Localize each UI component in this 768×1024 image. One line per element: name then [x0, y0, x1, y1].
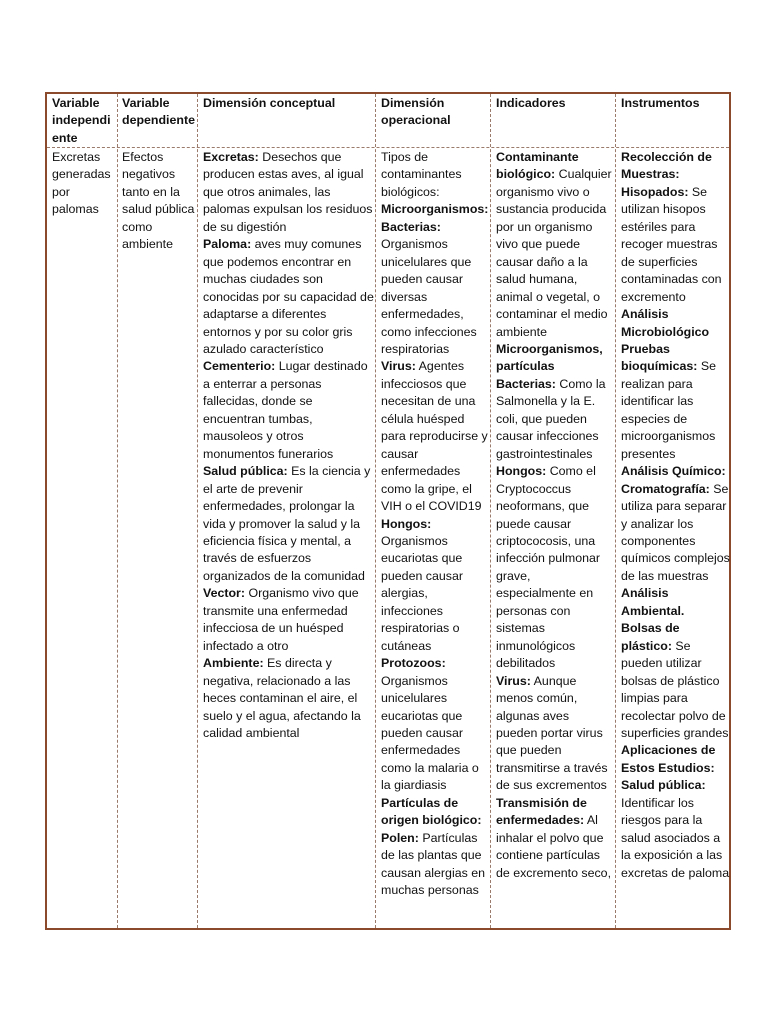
header-indicadores: Indicadores [496, 96, 566, 110]
indicator-text: Como la Salmonella y la E. coli, que pueden causar infecciones gastrointestinales [496, 376, 606, 461]
definition-term: Cementerio: [203, 359, 276, 374]
indicator-term: Bacterias: [496, 376, 556, 391]
indicator-text: Como el Cryptococcus neoformans, que puede causar criptococosis, una infección pulmonar grave, especialmente en personas con sistemas inmunológicos debilitados [496, 464, 601, 671]
column-divider [197, 94, 198, 928]
operational-term: Polen: [381, 830, 419, 845]
instrument-term: Análisis Químico: [621, 464, 726, 479]
instrument-text: Identificar los riesgos para la salud asociados a la exposición a las excretas de paloma [621, 795, 730, 880]
definition-entry [203, 358, 375, 463]
indicator-entry [496, 341, 613, 376]
definition-text: Lugar destinado a enterrar a personas fallecidas, donde se encuentran tumbas, mausoleos y otros monumentos funerarios [203, 359, 368, 461]
operational-term: Microorganismos: [381, 202, 489, 217]
operational-entry [381, 219, 489, 359]
operational-term: Bacterias: [381, 219, 441, 234]
operational-entry [381, 358, 489, 515]
column-divider [490, 94, 491, 928]
operational-text: Agentes infecciosos que necesitan de una célula huésped para reproducirse y causar enfermedades como la gripe, el VIH o el COVID19 [381, 359, 488, 514]
indicator-term: Microorganismos, partículas [496, 341, 603, 374]
definition-term: Excretas: [203, 150, 259, 164]
header-instrumentos: Instrumentos [621, 96, 700, 110]
definition-text: Es directa y negativa, relacionado a las heces contaminan el aire, el suelo y el agua, afectando la calidad ambiental [203, 656, 361, 740]
indicator-term: Virus: [496, 673, 531, 688]
definition-term: Salud pública: [203, 464, 288, 479]
operational-text: Partículas de las plantas que causan alergias en muchas personas [381, 830, 486, 898]
header-variable-independiente: Variable independiente [52, 96, 111, 145]
definition-term: Ambiente: [203, 656, 264, 671]
indicator-term: Transmisión de enfermedades: [496, 795, 587, 828]
instrument-text: Se pueden utilizar bolsas de plástico limpias para recolectar polvo de superficies grandes [621, 638, 729, 740]
instrument-entry [621, 306, 730, 341]
definition-term: Paloma: [203, 237, 252, 252]
instrument-entry [621, 184, 730, 306]
cell-instrumentos [621, 149, 730, 928]
instrument-term: Recolección de Muestras: [621, 150, 712, 182]
column-divider [117, 94, 118, 928]
instrument-entry [621, 777, 730, 882]
indicator-term: Hongos: [496, 464, 547, 479]
cell-variable-independiente: Excretas generadas por palomas [52, 150, 111, 217]
column-divider [615, 94, 616, 928]
definition-entry [203, 585, 375, 655]
operational-entry [381, 655, 489, 795]
instrument-term: Pruebas bioquímicas: [621, 341, 698, 374]
definition-text: Desechos que producen estas aves, al igual que otros animales, las palomas expulsan los residuos de su digestión [203, 150, 373, 234]
operational-term: Protozoos: [381, 656, 446, 671]
instrument-term: Hisopados: [621, 184, 689, 199]
definition-term: Vector: [203, 586, 246, 601]
indicator-entry [496, 673, 613, 795]
instrument-term: Salud pública: [621, 778, 706, 793]
operational-text: Organismos eucariotas que pueden causar alergias, infecciones respiratorias o cutáneas [381, 533, 463, 653]
definition-entry [203, 655, 375, 742]
definition-text: Es la ciencia y el arte de prevenir enfermedades, prolongar la vida y promover la salud y la eficiencia física y mental, a través de esfuerzos organizados de la comunidad [203, 464, 371, 583]
operational-text: Organismos unicelulares eucariotas que pueden causar enfermedades como la malaria o la giardiasis [381, 673, 479, 793]
operational-entry [381, 795, 489, 830]
instrument-text: Se utilizan hisopos estériles para recoger muestras de superficies contaminadas con excremento [621, 184, 722, 304]
operational-term: Virus: [381, 359, 416, 374]
indicator-term: Contaminante biológico: [496, 150, 579, 182]
instrument-term: Bolsas de plástico: [621, 621, 680, 653]
cell-indicadores [496, 149, 613, 928]
operational-text: Organismos unicelulares que pueden causar diversas enfermedades, como infecciones respiratorias [381, 237, 477, 356]
indicator-entry [496, 376, 613, 463]
operational-term: Partículas de origen biológico: [381, 795, 482, 828]
instrument-entry [621, 149, 730, 184]
variables-table [45, 92, 731, 930]
indicator-text: Cualquier organismo vivo o sustancia producida por un organismo vivo que puede causar daño a la salud humana, animal o vegetal, o contaminar el medio ambiente [496, 167, 612, 339]
instrument-text: Se realizan para identificar las especies de microorganismos presentes [621, 359, 717, 461]
indicator-text: Al inhalar el polvo que contiene partículas de excremento seco, [496, 813, 612, 880]
cell-dimension-operacional [381, 149, 489, 928]
indicator-entry [496, 795, 613, 882]
instrument-text: Se utiliza para separar y analizar los componentes químicos complejos de las muestras [621, 481, 730, 583]
definition-text: Organismo vivo que transmite una enfermedad infecciosa de un huésped infectado a otro [203, 586, 359, 653]
operational-entry [381, 830, 489, 900]
column-divider [375, 94, 376, 928]
definition-entry [203, 236, 375, 358]
instrument-term: Cromatografía: [621, 481, 710, 496]
instrument-entry [621, 620, 730, 742]
indicator-entry [496, 149, 613, 341]
indicator-entry [496, 463, 613, 672]
operational-entry [381, 516, 489, 656]
cell-dimension-conceptual [203, 149, 375, 928]
operational-term: Hongos: [381, 516, 432, 531]
definition-entry [203, 463, 375, 585]
instrument-entry [621, 585, 730, 620]
operational-text: Tipos de contaminantes biológicos: [381, 150, 462, 199]
cell-variable-dependiente: Efectos negativos tanto en la salud pública como ambiente [122, 150, 195, 252]
operational-entry [381, 201, 489, 218]
definition-entry [203, 149, 375, 236]
instrument-entry [621, 341, 730, 463]
header-dimension-conceptual: Dimensión conceptual [203, 96, 336, 110]
header-divider [47, 147, 729, 148]
instrument-term: Análisis Microbiológico [621, 307, 710, 339]
instrument-entry [621, 742, 730, 777]
instrument-term: Aplicaciones de Estos Estudios: [621, 743, 716, 775]
header-dimension-operacional: Dimensión operacional [381, 96, 451, 128]
operational-entry [381, 149, 489, 201]
instrument-term: Análisis Ambiental. [621, 586, 685, 618]
instrument-entry [621, 481, 730, 586]
indicator-text: Aunque menos común, algunas aves pueden portar virus que pueden transmitirse a través de sus excrementos [496, 673, 608, 793]
header-variable-dependiente: Variable dependiente [122, 96, 195, 128]
definition-text: aves muy comunes que podemos encontrar en muchas ciudades son conocidas por su capacidad de adaptarse a diferentes entornos y por su color gris azulado característico [203, 237, 374, 356]
instrument-entry [621, 463, 730, 480]
